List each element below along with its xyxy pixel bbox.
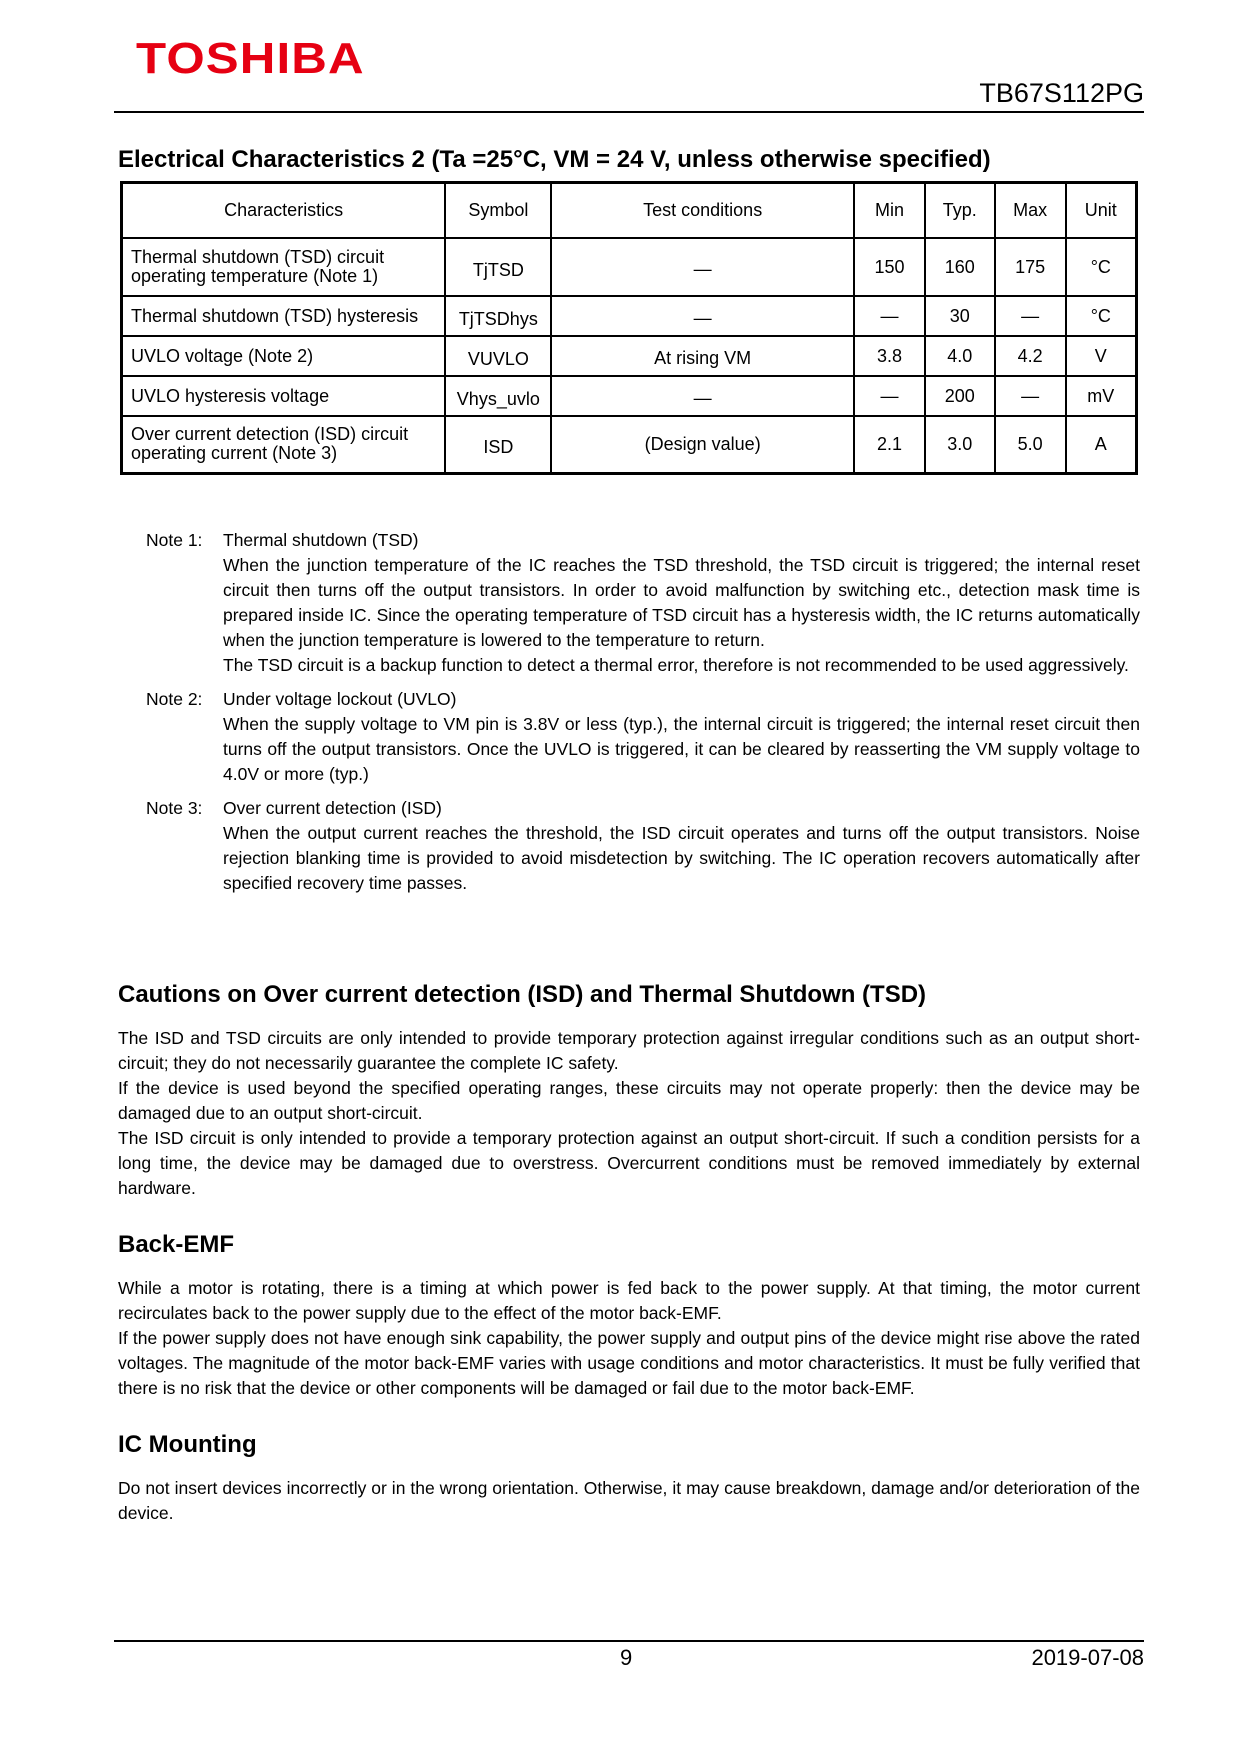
cell-condition: — [551,296,854,336]
note-1 [146,528,1140,678]
table-title: Electrical Characteristics 2 (Ta =25°C, VM = 24 V, unless otherwise specified) [118,146,991,173]
table-row [122,376,1137,416]
char-line: Over current detection (ISD) circuit [131,424,409,445]
cell-typ: 200 [925,376,995,416]
cell-characteristic [122,238,446,296]
cell-typ: 4.0 [925,336,995,376]
page-number: 9 [620,1645,633,1670]
note-2 [146,687,1140,787]
ic-mounting-body [118,1476,1140,1526]
cautions-paragraph: If the device is used beyond the specified operating ranges, these circuits may not operate properly: then the device may be damaged due to an output short-circuit. [118,1078,1140,1123]
note-label: Note 3: [146,798,203,818]
table-row [122,336,1137,376]
cell-min: 150 [854,238,925,296]
cell-min: 2.1 [854,416,925,473]
header-typ: Typ. [925,183,995,239]
note-label: Note 1: [146,530,203,550]
header-max: Max [995,183,1066,239]
cautions-body [118,1026,1140,1201]
note-title: Over current detection (ISD) [223,798,442,818]
toshiba-logo: TOSHIBA [136,34,365,83]
cell-max: 4.2 [995,336,1066,376]
cell-symbol: VUVLO [445,336,551,376]
char-line: Thermal shutdown (TSD) circuit [131,247,385,267]
table-row [122,296,1137,336]
note-title: Under voltage lockout (UVLO) [223,689,457,709]
cell-condition: At rising VM [551,336,854,376]
header-min: Min [854,183,925,239]
notes-section [146,528,1140,905]
back-emf-title: Back-EMF [118,1231,235,1258]
cell-symbol: TjTSDhys [445,296,551,336]
cautions-paragraph: The ISD circuit is only intended to provide a temporary protection against an output short-circuit. If such a condition persists for a long time, the device may be damaged due to overstress. Overcurrent conditions must be removed immediately by external hardware. [118,1128,1140,1198]
header-divider [114,111,1144,113]
cell-typ: 160 [925,238,995,296]
cell-typ: 3.0 [925,416,995,473]
cell-unit: A [1066,416,1137,473]
cell-symbol: ISD [445,416,551,473]
back-emf-paragraph: If the power supply does not have enough sink capability, the power supply and output pins of the device might rise above the rated voltages. The magnitude of the motor back-EMF varies with usage conditions and motor characteristics. It must be fully verified that there is no risk that the device or other components will be damaged or fail due to the motor back-EMF. [118,1328,1140,1398]
footer-divider [114,1640,1144,1642]
cell-unit: °C [1066,296,1137,336]
cell-characteristic [122,416,446,473]
cell-symbol: TjTSD [445,238,551,296]
header-symbol: Symbol [445,183,551,239]
ic-mounting-paragraph: Do not insert devices incorrectly or in the wrong orientation. Otherwise, it may cause breakdown, damage and/or deterioration of the device. [118,1478,1140,1523]
cell-condition: — [551,376,854,416]
back-emf-body [118,1276,1140,1401]
char-line: operating temperature (Note 1) [131,266,379,286]
cell-max: 5.0 [995,416,1066,473]
document-number: TB67S112PG [979,78,1144,108]
note-label: Note 2: [146,689,203,709]
ic-mounting-title: IC Mounting [118,1431,257,1458]
note-body [223,796,1140,896]
cell-min: — [854,296,925,336]
cell-characteristic: UVLO hysteresis voltage [122,376,446,416]
cautions-paragraph: The ISD and TSD circuits are only intended to provide temporary protection against irregular conditions such as an output short-circuit; they do not necessarily guarantee the complete IC safety. [118,1028,1140,1073]
cell-max: — [995,376,1066,416]
header-test-conditions: Test conditions [551,183,854,239]
cell-condition: (Design value) [551,416,854,473]
cell-unit: V [1066,336,1137,376]
note-title: Thermal shutdown (TSD) [223,530,419,550]
cautions-title: Cautions on Over current detection (ISD) and Thermal Shutdown (TSD) [118,981,927,1008]
document-date: 2019-07-08 [1031,1645,1144,1670]
char-line: operating current (Note 3) [131,443,338,464]
cell-min: — [854,376,925,416]
back-emf-paragraph: While a motor is rotating, there is a timing at which power is fed back to the power supply. At that timing, the motor current recirculates back to the power supply due to the effect of the motor back-EMF. [118,1278,1140,1323]
table-header-row [122,183,1137,239]
note-paragraph: When the supply voltage to VM pin is 3.8V or less (typ.), the internal circuit is triggered; the internal reset circuit then turns off the output transistors. Once the UVLO is triggered, it can be cleared by reasserting the VM supply voltage to 4.0V or more (typ.) [223,714,1140,784]
note-paragraph: The TSD circuit is a backup function to detect a thermal error, therefore is not recommended to be used aggressively. [223,655,1129,675]
cell-condition: — [551,238,854,296]
cell-unit: °C [1066,238,1137,296]
electrical-characteristics-table [120,181,1138,475]
header-characteristics: Characteristics [122,183,446,239]
cell-unit: mV [1066,376,1137,416]
note-3 [146,796,1140,896]
cell-min: 3.8 [854,336,925,376]
table-row [122,416,1137,473]
cell-max: 175 [995,238,1066,296]
header-unit: Unit [1066,183,1137,239]
cell-characteristic: UVLO voltage (Note 2) [122,336,446,376]
cell-max: — [995,296,1066,336]
cell-symbol: Vhys_uvlo [445,376,551,416]
cell-typ: 30 [925,296,995,336]
cell-characteristic: Thermal shutdown (TSD) hysteresis [122,296,446,336]
note-paragraph: When the junction temperature of the IC reaches the TSD threshold, the TSD circuit is triggered; the internal reset circuit then turns off the output transistors. In order to avoid malfunction by switching etc., detection mask time is prepared inside IC. Since the operating temperature of TSD circuit has a hysteresis width, the IC returns automatically when the junction temperature is lowered to the temperature to return. [223,555,1140,650]
note-paragraph: When the output current reaches the threshold, the ISD circuit operates and turns off the output transistors. Noise rejection blanking time is provided to avoid misdetection by switching. The IC operation recovers automatically after specified recovery time passes. [223,823,1140,893]
table-row [122,238,1137,296]
note-body [223,528,1140,678]
note-body [223,687,1140,787]
